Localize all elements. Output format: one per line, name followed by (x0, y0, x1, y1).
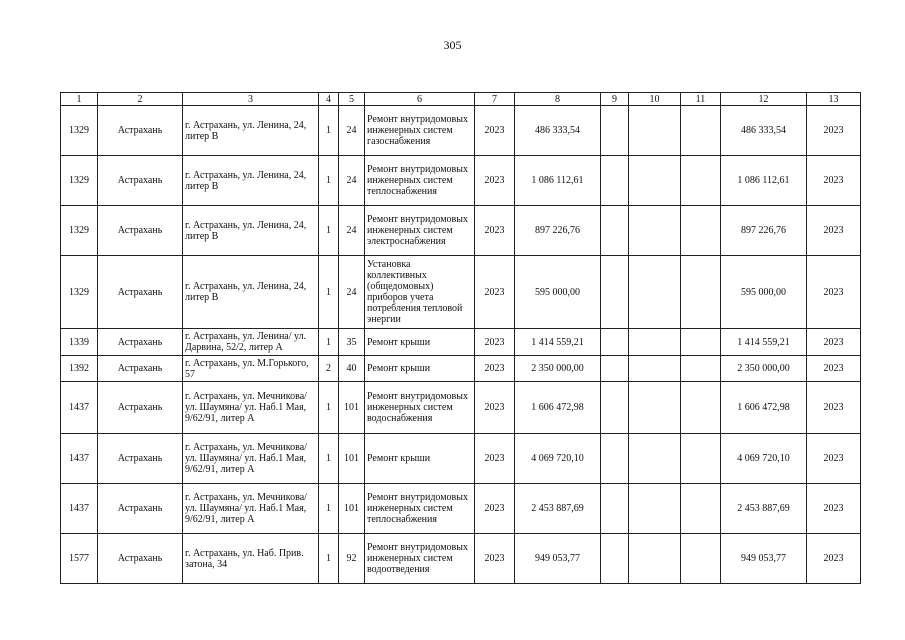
column-5-cell: 24 (339, 106, 365, 156)
year-cell: 2023 (475, 434, 515, 484)
table-row (61, 156, 861, 206)
cost-cell: 595 000,00 (515, 256, 601, 329)
column-header: 8 (515, 93, 601, 106)
column-10-cell (629, 256, 681, 329)
cost-cell: 1 414 559,21 (515, 329, 601, 356)
column-9-cell (601, 382, 629, 434)
table-row (61, 206, 861, 256)
work-type-cell: Ремонт крыши (365, 356, 475, 382)
column-5-cell: 40 (339, 356, 365, 382)
column-11-cell (681, 356, 721, 382)
column-header: 9 (601, 93, 629, 106)
column-5-cell: 101 (339, 434, 365, 484)
table-row (61, 329, 861, 356)
total-cell: 1 086 112,61 (721, 156, 807, 206)
work-type-cell: Ремонт крыши (365, 329, 475, 356)
work-type-cell: Ремонт крыши (365, 434, 475, 484)
end-year-cell: 2023 (807, 329, 861, 356)
column-11-cell (681, 206, 721, 256)
total-cell: 897 226,76 (721, 206, 807, 256)
column-9-cell (601, 106, 629, 156)
column-11-cell (681, 534, 721, 584)
column-10-cell (629, 356, 681, 382)
column-4-cell: 1 (319, 206, 339, 256)
column-9-cell (601, 256, 629, 329)
column-4-cell: 1 (319, 534, 339, 584)
address-cell: г. Астрахань, ул. Наб. Прив. затона, 34 (183, 534, 319, 584)
column-9-cell (601, 434, 629, 484)
column-header: 7 (475, 93, 515, 106)
object-number-cell: 1329 (61, 156, 98, 206)
work-type-cell: Ремонт внутридомовых инженерных систем газоснабжения (365, 106, 475, 156)
column-4-cell: 1 (319, 329, 339, 356)
column-11-cell (681, 382, 721, 434)
end-year-cell: 2023 (807, 484, 861, 534)
column-5-cell: 101 (339, 484, 365, 534)
column-5-cell: 24 (339, 156, 365, 206)
column-10-cell (629, 106, 681, 156)
column-header: 6 (365, 93, 475, 106)
column-10-cell (629, 484, 681, 534)
cost-cell: 897 226,76 (515, 206, 601, 256)
header-row (61, 93, 861, 106)
address-cell: г. Астрахань, ул. Мечникова/ ул. Шаумяна/ ул. Наб.1 Мая, 9/62/91, литер А (183, 484, 319, 534)
column-9-cell (601, 329, 629, 356)
object-number-cell: 1329 (61, 106, 98, 156)
address-cell: г. Астрахань, ул. М.Горького, 57 (183, 356, 319, 382)
object-number-cell: 1329 (61, 206, 98, 256)
column-header: 10 (629, 93, 681, 106)
work-type-cell: Ремонт внутридомовых инженерных систем электроснабжения (365, 206, 475, 256)
address-cell: г. Астрахань, ул. Ленина, 24, литер В (183, 156, 319, 206)
object-number-cell: 1392 (61, 356, 98, 382)
column-10-cell (629, 329, 681, 356)
address-cell: г. Астрахань, ул. Ленина, 24, литер В (183, 206, 319, 256)
total-cell: 1 606 472,98 (721, 382, 807, 434)
object-number-cell: 1437 (61, 382, 98, 434)
year-cell: 2023 (475, 106, 515, 156)
end-year-cell: 2023 (807, 434, 861, 484)
column-10-cell (629, 156, 681, 206)
work-type-cell: Ремонт внутридомовых инженерных систем теплоснабжения (365, 156, 475, 206)
column-10-cell (629, 534, 681, 584)
cost-cell: 4 069 720,10 (515, 434, 601, 484)
city-cell: Астрахань (98, 329, 183, 356)
address-cell: г. Астрахань, ул. Ленина, 24, литер В (183, 106, 319, 156)
city-cell: Астрахань (98, 156, 183, 206)
address-cell: г. Астрахань, ул. Ленина/ ул. Дарвина, 52/2, литер А (183, 329, 319, 356)
year-cell: 2023 (475, 534, 515, 584)
object-number-cell: 1329 (61, 256, 98, 329)
table-row (61, 434, 861, 484)
column-5-cell: 92 (339, 534, 365, 584)
column-header: 13 (807, 93, 861, 106)
column-11-cell (681, 256, 721, 329)
cost-cell: 1 606 472,98 (515, 382, 601, 434)
column-11-cell (681, 329, 721, 356)
register-table (60, 92, 861, 584)
column-9-cell (601, 356, 629, 382)
total-cell: 1 414 559,21 (721, 329, 807, 356)
work-type-cell: Ремонт внутридомовых инженерных систем водоснабжения (365, 382, 475, 434)
cost-cell: 2 350 000,00 (515, 356, 601, 382)
column-9-cell (601, 534, 629, 584)
column-5-cell: 24 (339, 206, 365, 256)
page-number: 305 (443, 38, 462, 52)
city-cell: Астрахань (98, 206, 183, 256)
year-cell: 2023 (475, 382, 515, 434)
city-cell: Астрахань (98, 484, 183, 534)
year-cell: 2023 (475, 329, 515, 356)
column-4-cell: 1 (319, 256, 339, 329)
end-year-cell: 2023 (807, 534, 861, 584)
end-year-cell: 2023 (807, 206, 861, 256)
column-5-cell: 24 (339, 256, 365, 329)
table-row (61, 106, 861, 156)
column-9-cell (601, 484, 629, 534)
city-cell: Астрахань (98, 356, 183, 382)
total-cell: 595 000,00 (721, 256, 807, 329)
column-4-cell: 1 (319, 156, 339, 206)
city-cell: Астрахань (98, 434, 183, 484)
work-type-cell: Ремонт внутридомовых инженерных систем теплоснабжения (365, 484, 475, 534)
year-cell: 2023 (475, 156, 515, 206)
year-cell: 2023 (475, 256, 515, 329)
column-11-cell (681, 434, 721, 484)
table-row (61, 356, 861, 382)
end-year-cell: 2023 (807, 106, 861, 156)
year-cell: 2023 (475, 206, 515, 256)
total-cell: 2 453 887,69 (721, 484, 807, 534)
column-4-cell: 1 (319, 382, 339, 434)
cost-cell: 1 086 112,61 (515, 156, 601, 206)
column-5-cell: 35 (339, 329, 365, 356)
cost-cell: 486 333,54 (515, 106, 601, 156)
column-4-cell: 1 (319, 484, 339, 534)
column-header: 2 (98, 93, 183, 106)
address-cell: г. Астрахань, ул. Ленина, 24, литер В (183, 256, 319, 329)
column-header: 12 (721, 93, 807, 106)
total-cell: 4 069 720,10 (721, 434, 807, 484)
column-10-cell (629, 434, 681, 484)
cost-cell: 2 453 887,69 (515, 484, 601, 534)
column-header: 1 (61, 93, 98, 106)
total-cell: 2 350 000,00 (721, 356, 807, 382)
column-header: 5 (339, 93, 365, 106)
city-cell: Астрахань (98, 382, 183, 434)
column-header: 3 (183, 93, 319, 106)
work-type-cell: Установка коллективных (общедомовых) приборов учета потребления тепловой энергии (365, 256, 475, 329)
column-11-cell (681, 484, 721, 534)
table-row (61, 382, 861, 434)
object-number-cell: 1339 (61, 329, 98, 356)
year-cell: 2023 (475, 356, 515, 382)
object-number-cell: 1437 (61, 434, 98, 484)
column-11-cell (681, 156, 721, 206)
cost-cell: 949 053,77 (515, 534, 601, 584)
city-cell: Астрахань (98, 106, 183, 156)
column-4-cell: 1 (319, 106, 339, 156)
end-year-cell: 2023 (807, 256, 861, 329)
table-row (61, 256, 861, 329)
city-cell: Астрахань (98, 534, 183, 584)
column-4-cell: 2 (319, 356, 339, 382)
address-cell: г. Астрахань, ул. Мечникова/ ул. Шаумяна/ ул. Наб.1 Мая, 9/62/91, литер А (183, 434, 319, 484)
table-row (61, 484, 861, 534)
column-9-cell (601, 156, 629, 206)
total-cell: 949 053,77 (721, 534, 807, 584)
column-header: 4 (319, 93, 339, 106)
column-9-cell (601, 206, 629, 256)
end-year-cell: 2023 (807, 356, 861, 382)
column-10-cell (629, 206, 681, 256)
end-year-cell: 2023 (807, 156, 861, 206)
address-cell: г. Астрахань, ул. Мечникова/ ул. Шаумяна/ ул. Наб.1 Мая, 9/62/91, литер А (183, 382, 319, 434)
column-header: 11 (681, 93, 721, 106)
end-year-cell: 2023 (807, 382, 861, 434)
city-cell: Астрахань (98, 256, 183, 329)
table-row (61, 534, 861, 584)
object-number-cell: 1577 (61, 534, 98, 584)
column-10-cell (629, 382, 681, 434)
work-type-cell: Ремонт внутридомовых инженерных систем водоотведения (365, 534, 475, 584)
year-cell: 2023 (475, 484, 515, 534)
column-4-cell: 1 (319, 434, 339, 484)
column-5-cell: 101 (339, 382, 365, 434)
object-number-cell: 1437 (61, 484, 98, 534)
column-11-cell (681, 106, 721, 156)
total-cell: 486 333,54 (721, 106, 807, 156)
